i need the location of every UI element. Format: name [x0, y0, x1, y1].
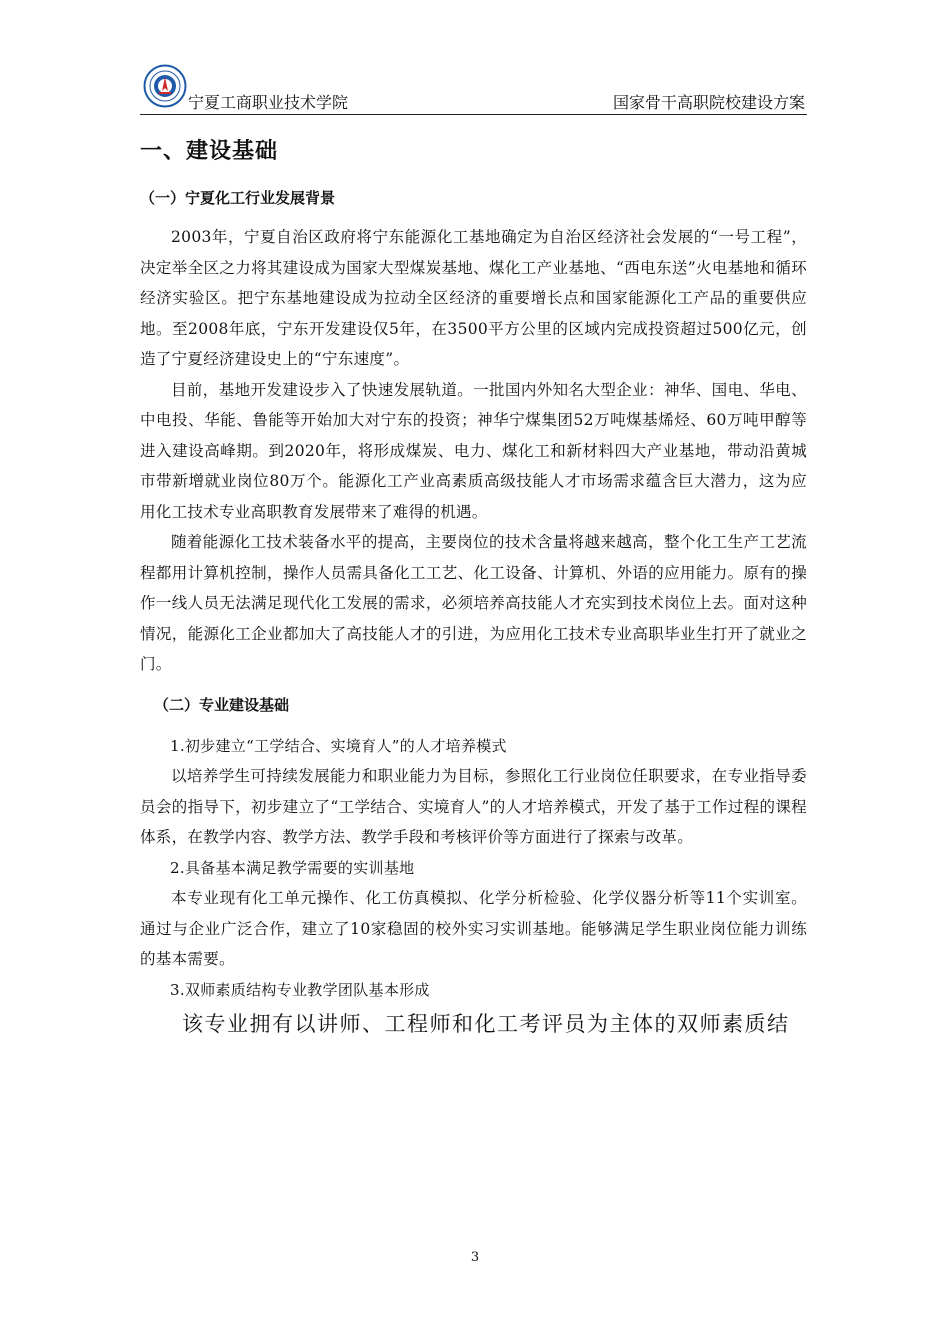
paragraph: 随着能源化工技术装备水平的提高，主要岗位的技术含量将越来越高，整个化工生产工艺流程都用计算机控制，操作人员需具备化工工艺、化工设备、计算机、外语的应用能力。原有的操作一线人员无法满足现代化工发展的需求，必须培养高技能人才充实到技术岗位上去。面对这种情况，能源化工企业都加大了高技能人才的引进，为应用化工技术专业高职毕业生打开了就业之门。 — [140, 533, 807, 673]
paragraph: 本专业现有化工单元操作、化工仿真模拟、化学分析检验、化学仪器分析等11个实训室。通过与企业广泛合作，建立了10家稳固的校外实习实训基地。能够满足学生职业岗位能力训练的基本需要。 — [140, 889, 807, 968]
section-heading: （一）宁夏化工行业发展背景 — [140, 189, 336, 207]
paragraph: 以培养学生可持续发展能力和职业能力为目标，参照化工行业岗位任职要求，在专业指导委员会的指导下，初步建立了“工学结合、实境育人”的人才培养模式，开发了基于工作过程的课程体系，在教学内容、教学方法、教学手段和考核评价等方面进行了探索与改革。 — [140, 767, 807, 846]
header-school-name: 宁夏工商职业技术学院 — [188, 93, 349, 112]
page-number: 3 — [470, 1250, 480, 1265]
page-header — [140, 62, 807, 115]
header-document-title: 国家骨干高职院校建设方案 — [612, 93, 805, 112]
paragraph: 该专业拥有以讲师、工程师和化工考评员为主体的双师素质结 — [182, 1012, 790, 1036]
subsection-title: 2.具备基本满足教学需要的实训基地 — [170, 858, 415, 877]
paragraph: 目前，基地开发建设步入了快速发展轨道。一批国内外知名大型企业：神华、国电、华电、中电投、华能、鲁能等开始加大对宁东的投资；神华宁煤集团52万吨煤基烯烃、60万吨甲醇等进入建设高峰期。到2020年，将形成煤炭、电力、煤化工和新材料四大产业基地，带动沿黄城市带新增就业岗位80万个。能源化工产业高素质高级技能人才市场需求蕴含巨大潜力，这为应用化工技术专业高职教育发展带来了难得的机遇。 — [140, 380, 807, 521]
section-heading: （二）专业建设基础 — [154, 695, 290, 714]
school-seal-logo-icon — [143, 64, 187, 108]
page-content — [140, 134, 807, 1041]
paragraph: 2003年，宁夏自治区政府将宁东能源化工基地确定为自治区经济社会发展的“一号工程”，决定举全区之力将其建设成为国家大型煤炭基地、煤化工产业基地、“西电东送”火电基地和循环经济实验区。把宁东基地建设成为拉动全区经济的重要增长点和国家能源化工产品的重要供应地。至2008年底，宁东开发建设仅5年，在3500平方公里的区域内完成投资超过500亿元，创造了宁夏经济建设史上的“宁东速度”。 — [140, 228, 807, 368]
chapter-title: 一、建设基础 — [140, 139, 279, 164]
subsection-title: 3.双师素质结构专业教学团队基本形成 — [170, 980, 430, 999]
subsection-title: 1.初步建立“工学结合、实境育人”的人才培养模式 — [170, 736, 507, 755]
